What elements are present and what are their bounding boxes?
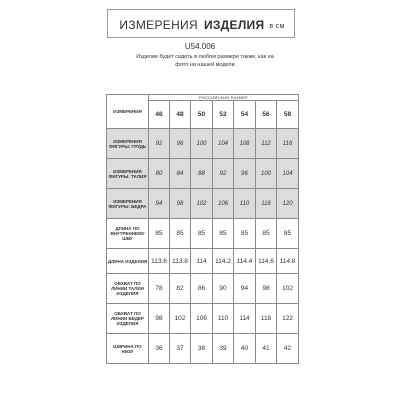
table-cell: 42 xyxy=(277,334,299,364)
table-row xyxy=(107,129,299,159)
row-label: ОБХВАТ ПО ЛИНИИ ТАЛИИ ИЗДЕЛИЯ xyxy=(107,274,149,304)
table-row xyxy=(107,334,299,364)
table-cell: 118 xyxy=(256,304,277,334)
table-cell: 98 xyxy=(170,189,191,219)
table-cell: 94 xyxy=(149,189,170,219)
table-cell: 37 xyxy=(170,334,191,364)
table-cell: 78 xyxy=(149,274,170,304)
table-cell: 90 xyxy=(213,274,234,304)
table-cell: 104 xyxy=(213,129,234,159)
table-cell: 116 xyxy=(277,129,299,159)
table-cell: 114.6 xyxy=(256,249,277,274)
table-cell: 122 xyxy=(277,304,299,334)
table-cell: 85 xyxy=(149,219,170,249)
product-code: U54.006 xyxy=(184,42,216,51)
table-cell: 86 xyxy=(191,274,213,304)
table-cell: 106 xyxy=(191,304,213,334)
row-label: ИЗМЕРЕНИЯ ФИГУРЫ: ТАЛИЯ xyxy=(107,159,149,189)
table-cell: 38 xyxy=(191,334,213,364)
table-cell: 104 xyxy=(277,159,299,189)
title-bold: ИЗДЕЛИЯ xyxy=(203,18,265,32)
size-header: 50 xyxy=(191,101,213,129)
table-cell: 114 xyxy=(191,249,213,274)
page-title xyxy=(108,18,296,35)
table-cell: 84 xyxy=(170,159,191,189)
table-cell: 41 xyxy=(256,334,277,364)
title-light: ИЗМЕРЕНИЯ xyxy=(119,18,198,32)
table-group-header: РОССИЙСКИЙ РАЗМЕР xyxy=(149,95,299,101)
title-unit: в см xyxy=(269,23,285,30)
table-cell: 98 xyxy=(256,274,277,304)
table-cell: 114.4 xyxy=(234,249,256,274)
table-cell: 112 xyxy=(256,129,277,159)
table-cell: 108 xyxy=(234,129,256,159)
size-header: 52 xyxy=(213,101,234,129)
size-header: 48 xyxy=(170,101,191,129)
row-label: ДЛИНА ПО ВНУТРЕННЕМУ ШВУ xyxy=(107,219,149,249)
table-row xyxy=(107,249,299,274)
table-cell: 36 xyxy=(149,334,170,364)
fit-note: Изделие будет сидеть в любом размере также, как на фото на нашей модели xyxy=(136,54,274,68)
table-row xyxy=(107,219,299,249)
table-row xyxy=(107,159,299,189)
size-header: 46 xyxy=(149,101,170,129)
table-cell: 94 xyxy=(234,274,256,304)
table-cell: 85 xyxy=(256,219,277,249)
table-cell: 114.2 xyxy=(213,249,234,274)
table-cell: 85 xyxy=(277,219,299,249)
table-cell: 85 xyxy=(213,219,234,249)
table-cell: 110 xyxy=(234,189,256,219)
row-label: ОБХВАТ ПО ЛИНИИ БЕДЕР ИЗДЕЛИЯ xyxy=(107,304,149,334)
table-cell: 106 xyxy=(213,189,234,219)
size-header: 56 xyxy=(256,101,277,129)
table-cell: 116 xyxy=(256,189,277,219)
table-cell: 120 xyxy=(277,189,299,219)
table-body xyxy=(107,129,299,364)
table-cell: 98 xyxy=(149,304,170,334)
table-cell: 113.6 xyxy=(149,249,170,274)
table-corner-label: ИЗМЕРЕНИЯ xyxy=(107,95,149,129)
row-label: ИЗМЕРЕНИЯ ФИГУРЫ: ГРУДЬ xyxy=(107,129,149,159)
row-label: ШИРИНА ПО НИЗУ xyxy=(107,334,149,364)
table-cell: 85 xyxy=(170,219,191,249)
table-cell: 40 xyxy=(234,334,256,364)
size-header: 54 xyxy=(234,101,256,129)
table-cell: 110 xyxy=(213,304,234,334)
table-cell: 85 xyxy=(234,219,256,249)
table-cell: 100 xyxy=(191,129,213,159)
table-cell: 82 xyxy=(170,274,191,304)
table-row xyxy=(107,189,299,219)
table-row xyxy=(107,274,299,304)
table-cell: 102 xyxy=(277,274,299,304)
table-cell: 102 xyxy=(191,189,213,219)
table-cell: 100 xyxy=(256,159,277,189)
table-cell: 96 xyxy=(170,129,191,159)
table-cell: 114.8 xyxy=(277,249,299,274)
table-cell: 96 xyxy=(234,159,256,189)
table-cell: 85 xyxy=(191,219,213,249)
table-cell: 88 xyxy=(191,159,213,189)
size-table xyxy=(106,94,299,364)
table-cell: 80 xyxy=(149,159,170,189)
row-label: ДЛИНА ИЗДЕЛИЯ xyxy=(107,249,149,274)
title-banner xyxy=(107,9,295,38)
table-row xyxy=(107,304,299,334)
table-cell: 39 xyxy=(213,334,234,364)
table-cell: 92 xyxy=(149,129,170,159)
table-cell: 113.8 xyxy=(170,249,191,274)
table-cell: 92 xyxy=(213,159,234,189)
table-cell: 102 xyxy=(170,304,191,334)
size-header: 58 xyxy=(277,101,299,129)
row-label: ИЗМЕРЕНИЯ ФИГУРЫ: БЕДРА xyxy=(107,189,149,219)
table-cell: 114 xyxy=(234,304,256,334)
